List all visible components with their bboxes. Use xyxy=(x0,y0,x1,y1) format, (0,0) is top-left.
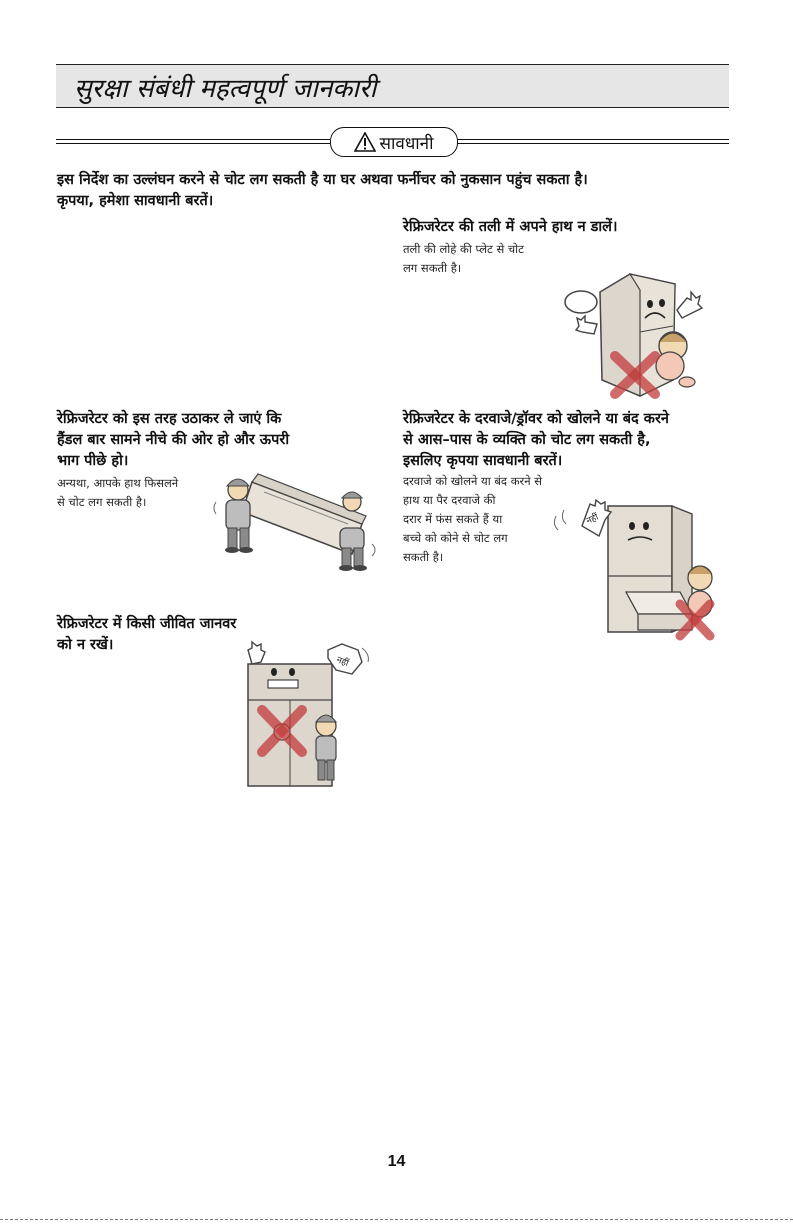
separator-right-top xyxy=(456,139,729,140)
lifting-heading-line-1: रेफ्रिजरेटर को इस तरह उठाकर ले जाएं कि xyxy=(57,411,282,427)
animals-heading-line-1: रेफ्रिजरेटर में किसी जीवित जानवर xyxy=(57,616,237,632)
separator-right-bottom xyxy=(456,143,729,144)
lifting-body xyxy=(57,474,178,512)
separator-left-bottom xyxy=(56,143,330,144)
bottom-hand-heading: रेफ्रिजरेटर की तली में अपने हाथ न डालें। xyxy=(403,219,618,235)
lifting-illustration xyxy=(212,466,384,580)
door-no-sign-text: नहीं xyxy=(585,512,601,527)
separator-left-top xyxy=(56,139,330,140)
door-drawer-body-line-5: सकती है। xyxy=(403,550,444,564)
header-bar xyxy=(56,64,729,108)
caution-badge xyxy=(330,127,458,157)
intro-text xyxy=(57,170,737,212)
bottom-hand-illustration xyxy=(555,262,705,400)
caution-label: सावधानी xyxy=(379,133,434,154)
animals-heading xyxy=(57,614,236,656)
bottom-rule xyxy=(0,1219,793,1220)
bottom-hand-body xyxy=(403,240,524,278)
lifting-body-line-2: से चोट लग सकती है। xyxy=(57,495,147,509)
lifting-heading xyxy=(57,409,289,472)
door-drawer-heading xyxy=(403,409,669,472)
door-drawer-body xyxy=(403,472,542,567)
lifting-heading-line-2: हैंडल बार सामने नीचे की ओर हो और ऊपरी xyxy=(57,432,290,448)
animals-no-sign-text: नहीं xyxy=(334,655,350,669)
door-drawer-illustration xyxy=(552,496,724,642)
intro-line-2: कृपया, हमेशा सावधानी बरतें। xyxy=(57,193,214,209)
page-number: 14 xyxy=(387,1153,406,1170)
lifting-heading-line-3: भाग पीछे हो। xyxy=(57,453,129,469)
door-drawer-body-line-3: दरार में फंस सकते हैं या xyxy=(403,512,503,526)
door-drawer-heading-line-3: इसलिए कृपया सावधानी बरतें। xyxy=(403,453,563,469)
door-drawer-heading-line-1: रेफ्रिजरेटर के दरवाजे/ड्रॉवर को खोलने या बंद करने xyxy=(403,411,669,427)
lifting-body-line-1: अन्यथा, आपके हाथ फिसलने xyxy=(57,476,179,490)
animals-heading-line-2: को न रखें। xyxy=(57,637,114,653)
animals-illustration xyxy=(232,640,378,792)
bottom-hand-body-line-1: तली की लोहे की प्लेट से चोट xyxy=(403,242,524,256)
page-title: सुरक्षा संबंधी महत्वपूर्ण जानकारी xyxy=(74,74,377,104)
door-drawer-body-line-1: दरवाजे को खोलने या बंद करने से xyxy=(403,474,543,488)
door-drawer-body-line-4: बच्चे को कोने से चोट लग xyxy=(403,531,508,545)
door-drawer-body-line-2: हाथ या पैर दरवाजे की xyxy=(403,493,496,507)
intro-line-1: इस निर्देश का उल्लंघन करने से चोट लग सकती है या घर अथवा फर्नीचर को नुकसान पहुंच सकता है। xyxy=(57,172,588,188)
warning-triangle-icon xyxy=(354,132,376,152)
bottom-hand-body-line-2: लग सकती है। xyxy=(403,261,462,275)
door-drawer-heading-line-2: से आस–पास के व्यक्ति को चोट लग सकती है, xyxy=(403,432,651,448)
